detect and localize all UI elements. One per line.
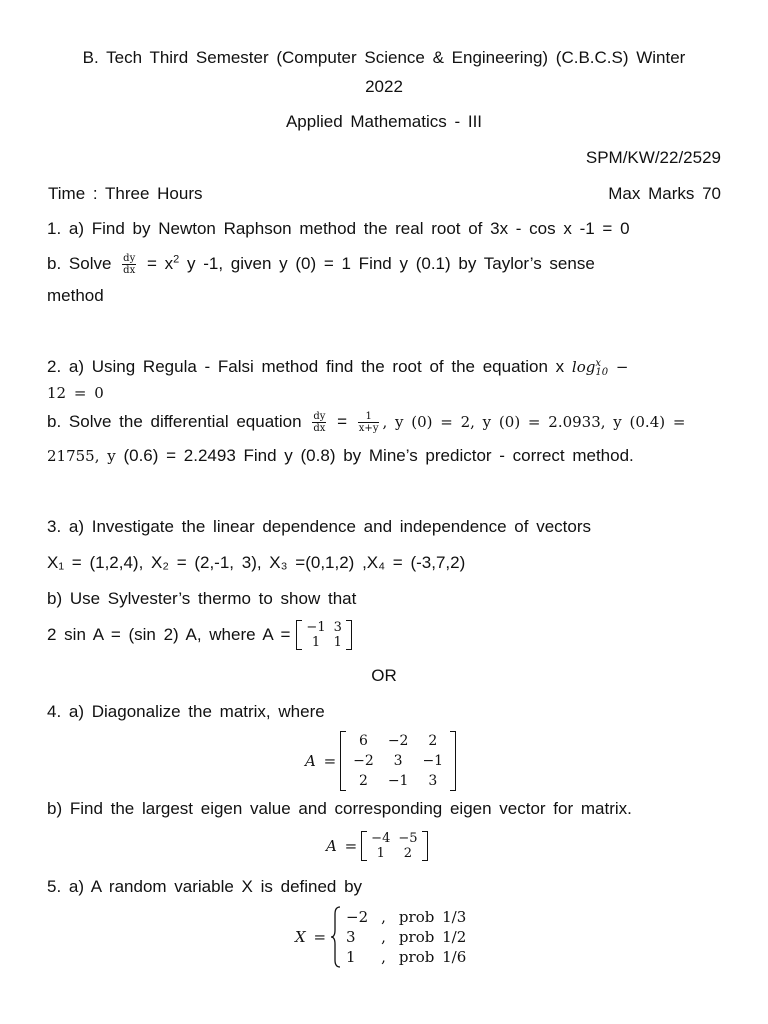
subject-title: Applied Mathematics - III [285,112,483,131]
q4a-lhs: A = [305,752,337,770]
matrix-cell: 1 [311,635,321,650]
q4b-matrix [361,831,427,861]
case-sep: , [381,948,386,966]
q1b-fraction [122,253,136,276]
q4a-matrix [340,731,456,791]
left-brace-icon [330,906,342,968]
case-prob: prob 1/6 [398,948,467,966]
q5a-text: 5. a) A random variable X is defined by [47,877,363,896]
q2a-line1 [47,357,628,377]
matrix-cell: 2 [403,846,413,861]
q1b-equals: = x [146,253,174,273]
case-prob: prob 1/2 [398,928,467,946]
q2a-line2: 12 = 0 [47,384,104,402]
q5a-cases [343,907,476,967]
max-marks-label: Max Marks 70 [608,184,721,203]
case-sep: , [381,908,386,926]
exam-title-line1: B. Tech Third Semester (Computer Science & Engineering) (C.B.C.S) Winter [82,48,686,67]
q2b-line2-text: (0.6) = 2.2493 Find y (0.8) by Mine’s predictor - correct method. [115,446,634,465]
q3b-text: b) Use Sylvester’s thermo to show that [47,589,357,608]
q1b-line2: method [47,286,104,305]
q2b-frac-num: dy [313,411,326,422]
matrix-cell: −1 [422,753,444,769]
case-value: 1 [346,948,356,966]
matrix-cell: −1 [387,773,409,789]
matrix-cell: 3 [333,620,342,635]
q1b-prefix: b. Solve [47,253,112,273]
case-prob: prob 1/3 [398,908,467,926]
q3a-text: 3. a) Investigate the linear dependence and independence of vectors [47,517,591,536]
matrix-cell: 1 [376,846,385,861]
q3b-eq-text: 2 sin A = (sin 2) A, where A = [47,625,291,644]
q3b-equation [47,620,352,650]
matrix-cell: 6 [359,733,368,749]
q2a-text: 2. a) Using Regula - Falsi method find the root of the equation x [47,357,572,376]
q1b-exponent: 2 [173,253,180,266]
matrix-cell: 2 [359,773,368,789]
matrix-cell: 3 [428,773,438,789]
q2a-minus: − [608,358,629,376]
q4b-text: b) Find the largest eigen value and corresponding eigen vector for matrix. [47,799,632,818]
q2a-log-sup: x [595,357,601,369]
q2b-fraction-dydx [312,411,326,434]
q1b-frac-den: dx [123,265,136,276]
q4b-lhs: A = [326,837,358,855]
q2b-prefix: b. Solve the differential equation [47,411,302,431]
matrix-cell: −2 [353,753,374,769]
q2b-line2-math: 21755, y [47,447,116,465]
matrix-cell: 1 [333,635,342,650]
matrix-right-bracket [422,831,428,861]
q2b-line1 [47,411,685,434]
q2b-conditions: , y (0) = 2, y (0) = 2.0933, y (0.4) = [382,412,686,431]
q2b-frac-den: dx [313,423,326,434]
case-value: 3 [346,928,356,946]
case-row [343,907,476,927]
matrix-cell: −4 [371,831,391,846]
q2b-fraction-rhs [358,411,380,434]
matrix-cell: −2 [387,733,409,749]
q3b-matrix [296,620,351,650]
exam-title-line2: 2022 [365,77,403,96]
q1b-line1 [47,253,595,276]
q1b-frac-num: dy [123,253,136,264]
case-row [343,947,476,967]
case-row [343,927,476,947]
matrix-right-bracket [346,620,352,650]
q5a-equation [295,906,476,968]
q3a-vectors: X₁ = (1,2,4), X₂ = (2,-1, 3), X₃ =(0,1,2) ,X₄ = (-3,7,2) [47,553,466,572]
matrix-cell: 2 [428,733,438,749]
q4a-text: 4. a) Diagonalize the matrix, where [47,702,325,721]
q4a-equation [305,731,456,791]
matrix-cell: −1 [306,620,326,635]
q5a-lhs: X = [295,928,327,946]
or-separator: OR [371,666,397,685]
q2b-frac2-den: x+y [358,423,379,434]
case-value: −2 [346,908,369,926]
q2a-log: log [571,358,596,376]
q2a-log-sub: 10 [595,366,609,378]
q1a-text: 1. a) Find by Newton Raphson method the real root of 3x - cos x -1 = 0 [47,219,630,238]
time-label: Time : Three Hours [48,184,203,203]
matrix-cell: 3 [393,753,403,769]
q2b-line2 [47,446,634,466]
case-sep: , [381,928,386,946]
q2b-equals: = [337,411,348,431]
q1b-rest: y -1, given y (0) = 1 Find y (0.1) by Taylor’s sense [186,253,595,273]
matrix-right-bracket [450,731,456,791]
q2b-frac2-num: 1 [358,411,380,423]
q4b-equation [326,831,428,861]
matrix-cell: −5 [398,831,418,846]
paper-code: SPM/KW/22/2529 [585,148,721,167]
